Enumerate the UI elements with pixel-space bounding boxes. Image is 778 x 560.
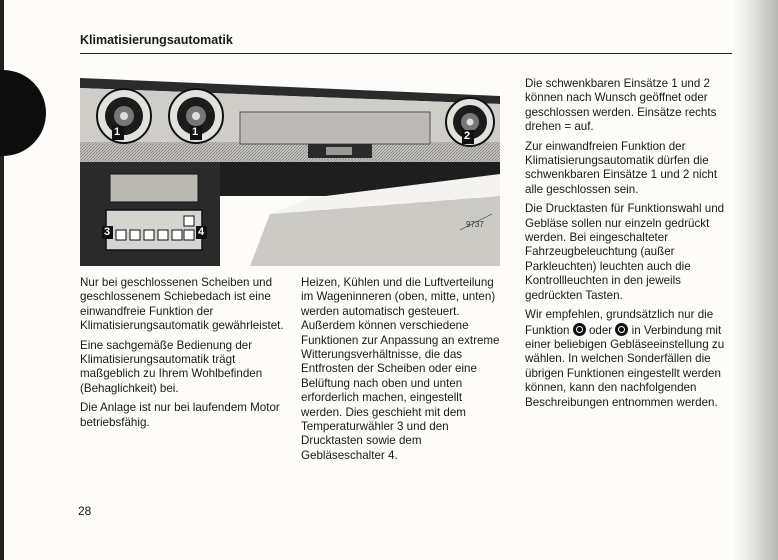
page-header-title: Klimatisierungsautomatik: [80, 33, 233, 47]
callout-vent-1b: 1: [192, 126, 199, 138]
paragraph: Heizen, Kühlen und die Luftverteilung im Wageninneren (oben, mitte, unten) werden automatisch gesteuert. Außerdem können verschiedene Funktionen zur Anpassung an extreme Witterungsverhältnisse, die das Entfrosten der Scheiben oder eine Belüftung nach oben und unten erforderlich machen, eingestellt werden. Dies geschieht mit dem Temperaturwähler 3 und den Drucktasten sowie dem Gebläseschalter 4.: [301, 276, 500, 462]
figure-number: 9737: [466, 220, 484, 229]
section-thumb-tab: [0, 70, 46, 156]
page-edge-shadow: [732, 0, 778, 560]
paragraph-text: in Verbindung mit einer beliebigen Gebläseeinstellung zu wählen. In welchen Sonderfällen die übrigen Funktionen eingestellt werden können, kann den nachfolgenden Beschreibungen entnommen werden.: [525, 323, 725, 409]
paragraph-with-icons: [525, 308, 730, 410]
auto-function-icon-2: [615, 323, 628, 336]
paragraph: Nur bei geschlossenen Scheiben und geschlossenem Schiebedach ist eine einwandfreie Funktion der Klimatisierungsautomatik gewährleistet.: [80, 276, 284, 333]
text-column-right: [525, 77, 730, 415]
text-column-middle: [301, 276, 506, 468]
paragraph: Die schwenkbaren Einsätze 1 und 2 können nach Wunsch geöffnet oder geschlossen werden. Einsätze rechts drehen = auf.: [525, 77, 717, 134]
callout-vent-2: 2: [464, 130, 471, 142]
paragraph: Zur einwandfreien Funktion der Klimatisierungsautomatik dürfen die schwenkbaren Einsätze 1 und 2 nicht alle geschlossen sein.: [525, 139, 718, 196]
callout-temperature-selector-3: 3: [104, 226, 111, 238]
header-rule: [80, 53, 732, 54]
auto-function-icon: [573, 323, 586, 336]
dashboard-illustration: [80, 74, 500, 266]
paragraph-text: Wir empfehlen, grundsätzlich nur die Funktion: [525, 308, 714, 337]
text-column-left: [80, 276, 285, 435]
paragraph-text: oder: [588, 323, 613, 337]
paragraph: Eine sachgemäße Bedienung der Klimatisierungsautomatik trägt maßgeblich zu Ihrem Wohlbefinden (Behaglichkeit) bei.: [80, 338, 263, 395]
paragraph: Die Anlage ist nur bei laufendem Motor betriebsfähig.: [80, 401, 280, 429]
paragraph: Die Drucktasten für Funktionswahl und Gebläse sollen nur einzeln gedrückt werden. Bei eingeschalteter Fahrzeugbeleuchtung (außer Parkleuchten) leuchten auch die Kontrollleuchten in den jeweils gedrückten Tasten.: [525, 202, 725, 302]
callout-fan-switch-4: 4: [198, 226, 205, 238]
callout-vent-1a: 1: [114, 126, 121, 138]
page-number: 28: [78, 504, 92, 518]
